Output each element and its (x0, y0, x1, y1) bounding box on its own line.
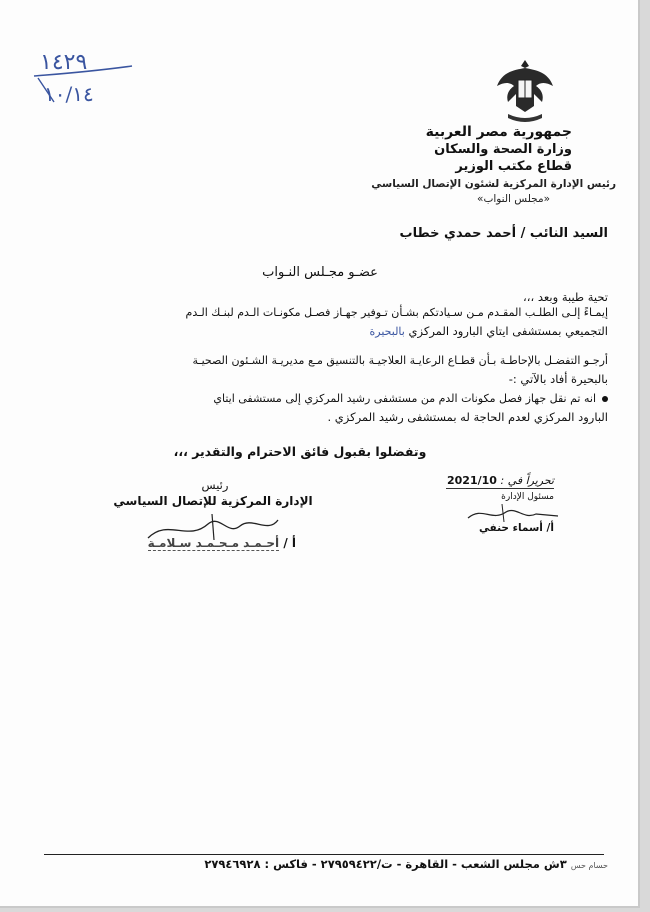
egypt-eagle-emblem-icon (494, 56, 556, 122)
date-line (446, 474, 554, 489)
addressee-name: السيد النائب / أحمد حمدي خطاب (399, 226, 608, 241)
header-parliament: «مجلس النواب» (477, 193, 550, 205)
para1-line2 (38, 324, 608, 338)
para1-line1: إيمـاءً إلـى الطلـب المقـدم مـن سـيادتكم بشـأن تـوفير جهـاز فصـل مكونـات الـدم لبنـك الـدم (185, 306, 608, 319)
signatory-department: الإدارة المركزية للإتصال السياسي (113, 494, 313, 508)
handwritten-date: ١٠/١٤ (44, 82, 94, 106)
header-country: جمهورية مصر العربية (425, 124, 572, 140)
closing-line: وتفضلوا بقبول فائق الاحترام والتقدير ،،، (173, 444, 427, 459)
bullet-item (18, 392, 608, 405)
addressee-title: عضـو مجـلس النـواب (262, 265, 378, 280)
footer-initials: حسام حس (570, 861, 608, 870)
para1-handwritten-insert: بالبحيرة (369, 325, 405, 338)
para2-line1: أرجـو التفضـل بالإحاطـة بـأن قطـاع الرعايـة العلاجيـة بالتنسيق مـع مديريـة الشـئون الصحيـة (192, 354, 608, 367)
footer-divider (44, 854, 604, 855)
header-ministry: وزارة الصحة والسكان (434, 142, 572, 157)
date-label: تحريراً في : (500, 474, 554, 487)
signatory-name: أحـمـد مـحـمـد سـلامـة (147, 536, 280, 550)
para2-line2: بالبحيرة أفاد بالآتي :- (508, 372, 608, 386)
bullet-line2: البارود المركزي لعدم الحاجة له بمستشفى رشيد المركزي . (327, 410, 608, 424)
manager-label: مسئول الإدارة (501, 492, 554, 502)
header-department: رئيس الإدارة المركزية لشئون الإتصال السياسي (371, 178, 616, 190)
greeting: تحية طيبة وبعد ،،، (523, 290, 608, 304)
manager-name: أ/ أسماء حنفي (478, 522, 554, 534)
footer-address: ٣ش مجلس الشعب - القاهرة - ت/٢٧٩٥٩٤٢٢ - فاكس : ٢٧٩٤٦٩٢٨ (204, 857, 567, 871)
signatory-name-prefix: أ / (283, 536, 296, 550)
handwritten-number: ١٤٢٩ (40, 50, 88, 75)
footer-address-line (20, 857, 608, 871)
bullet-line1: انه تم نقل جهاز فصل مكونات الدم من مستشفى رشيد المركزي إلى مستشفى ايتاي (213, 392, 596, 405)
bullet-icon (602, 396, 608, 402)
date-value: 2021/10 (447, 474, 497, 487)
signatory-title: رئيس (201, 478, 229, 492)
signatory-name-line (108, 536, 296, 550)
para1-line2-text: التجميعي بمستشفى ايتاي البارود المركزي (408, 324, 608, 338)
header-sector: قطاع مكتب الوزير (455, 159, 572, 174)
